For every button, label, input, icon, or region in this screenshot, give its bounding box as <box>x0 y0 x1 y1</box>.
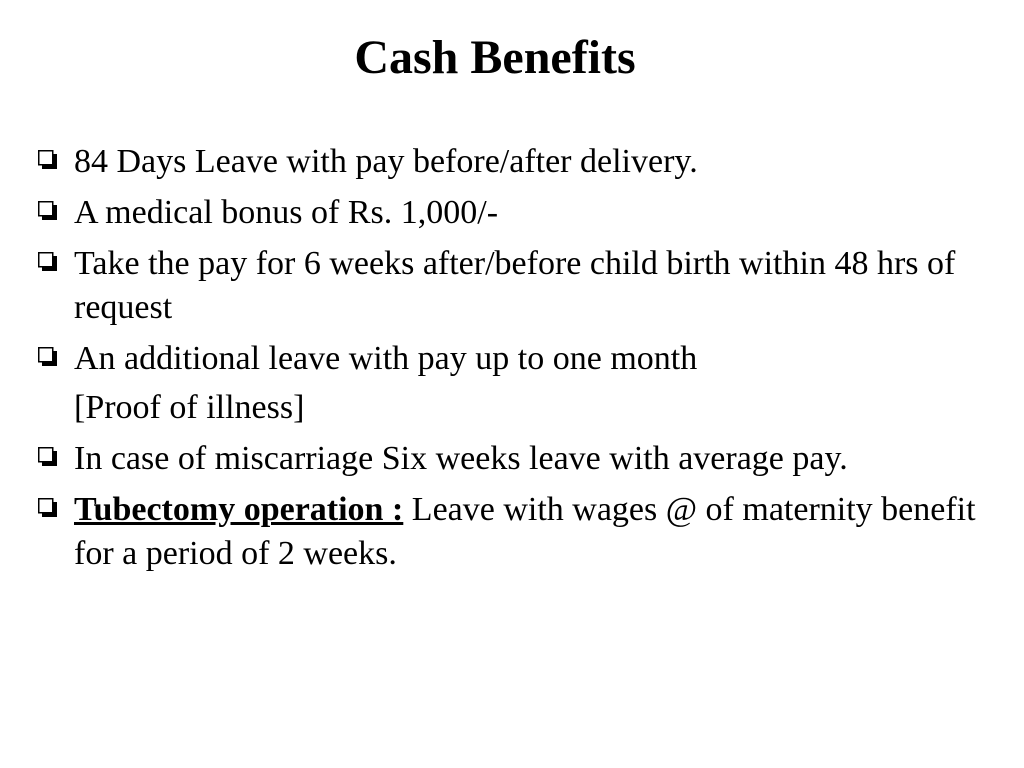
checkbox-icon <box>38 252 57 271</box>
bullet-item-tubectomy <box>36 488 996 576</box>
bullet-item-miscarriage <box>36 437 996 481</box>
bullet-text: 84 Days Leave with pay before/after delivery. <box>74 143 698 180</box>
bullet-list <box>36 140 996 583</box>
checkbox-icon <box>38 447 57 466</box>
checkbox-icon <box>38 347 57 366</box>
bullet-item-pay-6-weeks <box>36 242 996 330</box>
checkbox-icon <box>38 201 57 220</box>
bullet-text: [Proof of illness] <box>74 389 305 426</box>
checkbox-icon <box>38 150 57 169</box>
slide-title: Cash Benefits <box>354 31 636 84</box>
bullet-item-leave-84-days <box>36 140 996 184</box>
bullet-text: A medical bonus of Rs. 1,000/- <box>74 194 499 231</box>
bullet-text: An additional leave with pay up to one month <box>74 340 698 377</box>
bullet-item-additional-leave <box>36 337 996 381</box>
bullet-text: Take the pay for 6 weeks after/before child birth within 48 hrs of request <box>74 245 956 326</box>
bullet-item-medical-bonus <box>36 191 996 235</box>
bullet-subline-proof-of-illness <box>36 386 996 430</box>
checkbox-icon <box>38 498 57 517</box>
bullet-emphasis: Tubectomy operation : <box>74 491 404 528</box>
bullet-text: In case of miscarriage Six weeks leave with average pay. <box>74 440 848 477</box>
bullet-text: Leave with wages @ of maternity benefit for a period of 2 weeks. <box>74 491 976 572</box>
